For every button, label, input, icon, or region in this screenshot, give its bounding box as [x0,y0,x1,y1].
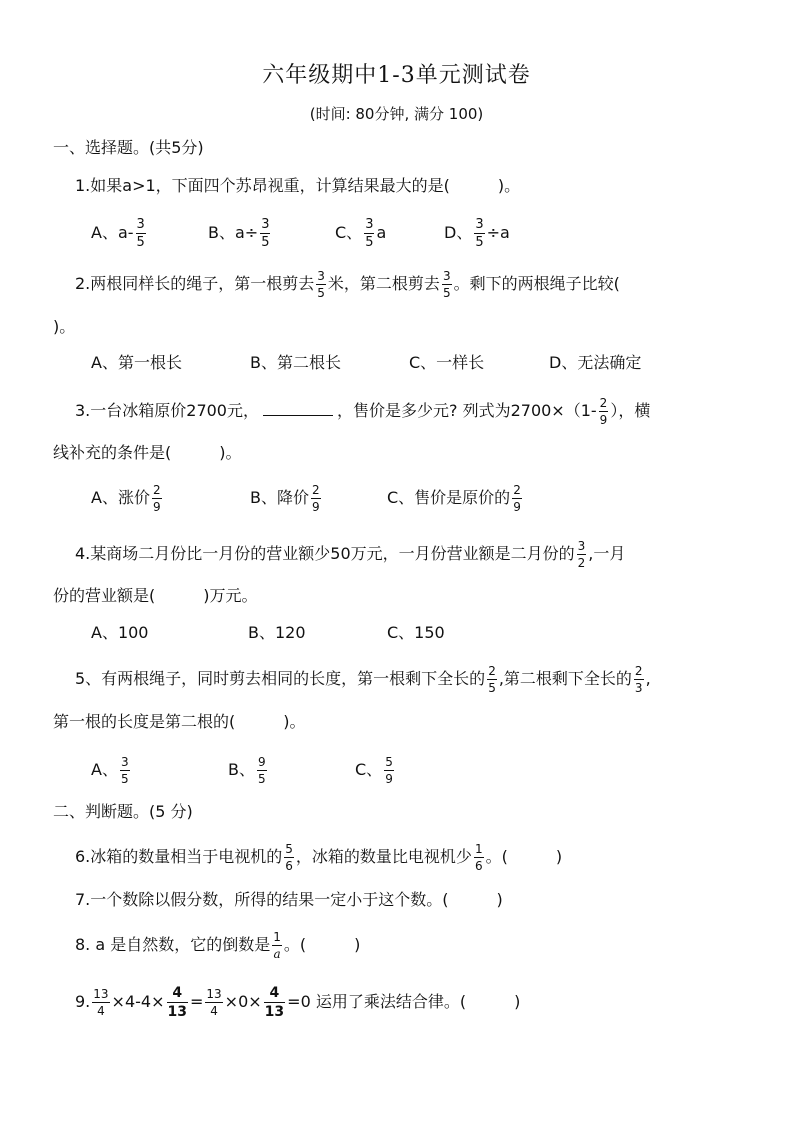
fraction [474,218,484,249]
question-9-text [75,986,520,1019]
numerator: 3 [442,269,451,283]
section-heading-choice: 一、选择题。(共5分) [53,138,204,157]
question-2-text-cont: )。 [53,317,76,336]
question-3-option-a[interactable] [91,484,164,513]
option-label: D、 [444,223,473,242]
numerator: 2 [513,483,521,497]
question-8-text [75,931,360,960]
question-4-option-a[interactable]: A、100 [91,623,149,642]
numerator: 3 [577,539,586,553]
numerator: 5 [385,755,393,769]
numerator: 2 [634,664,643,678]
option-suffix: ÷a [486,223,510,242]
page-subtitle: (时间: 80分钟, 满分 100) [309,105,484,123]
fraction [442,270,452,299]
denominator: 2 [577,556,586,570]
answer-blank[interactable] [263,401,333,416]
denominator: 6 [285,859,293,873]
fraction [512,484,522,513]
question-3-text-cont: 线补充的条件是( )。 [53,443,242,462]
numerator: 2 [152,483,161,497]
option-suffix: a [376,223,387,242]
fraction [136,218,146,249]
denominator: 5 [365,235,374,250]
question-4-option-c[interactable]: C、150 [387,623,445,642]
text-segment: ，售价是多少元? 列式为2700×（1- [337,401,597,420]
section-heading-judgment: 二、判断题。(5 分) [53,802,193,821]
text-segment: ,一月 [588,544,626,563]
option-label: C、 [355,760,383,779]
question-4-text [75,540,625,569]
numerator: 9 [257,755,266,769]
question-1-option-b[interactable] [208,218,272,249]
question-6-text [75,843,562,872]
question-3-option-b[interactable] [250,484,323,513]
fraction [577,540,587,569]
text-segment: ,第二根剩下全长的 [498,669,632,688]
numerator: 4 [167,986,188,1003]
question-5-text [75,665,651,694]
denominator: 6 [474,859,483,873]
question-1-option-c[interactable] [335,218,386,249]
text-segment: , [645,669,651,688]
text-segment: 米，第二根剪去 [327,274,440,293]
denominator: 13 [264,1004,285,1020]
option-label: B、 [228,760,255,779]
question-2-option-a[interactable]: A、第一根长 [91,353,182,372]
denominator: 3 [634,681,643,695]
fraction [634,665,644,694]
fraction [205,988,222,1017]
fraction [311,484,321,513]
fraction [92,988,109,1017]
fraction [167,986,188,1019]
fraction [257,756,267,785]
fraction [272,931,282,960]
question-5-option-b[interactable] [228,756,269,785]
option-label: A、 [91,760,118,779]
denominator: 9 [599,413,608,427]
numerator: 3 [317,269,325,283]
denominator: 5 [261,235,270,250]
question-1-text: 1.如果a>1，下面四个苏昂视重，计算结果最大的是( )。 [75,176,521,195]
fraction [120,756,130,785]
denominator: 5 [317,286,325,300]
question-3-option-c[interactable] [387,484,524,513]
fraction [284,843,294,872]
numerator: 3 [261,217,270,232]
text-segment: ，冰箱的数量比电视机少 [295,847,472,866]
option-label: B、降价 [250,488,309,507]
question-2-option-c[interactable]: C、一样长 [409,353,485,372]
text-segment: 3.一台冰箱原价2700元， [75,401,259,420]
fraction [364,218,374,249]
denominator: 5 [475,235,484,250]
text-segment: 。剩下的两根绳子比较( [453,274,620,293]
text-segment: 9. [75,992,91,1011]
denominator: a [273,947,281,961]
fraction [316,270,326,299]
text-segment: 4.某商场二月份比一月份的营业额少50万元，一月份营业额是二月份的 [75,544,575,563]
denominator: 5 [136,235,145,250]
denominator: 5 [488,681,496,695]
option-label: C、 [335,223,363,242]
question-2-option-b[interactable]: B、第二根长 [250,353,341,372]
denominator: 9 [385,772,393,786]
denominator: 4 [210,1004,218,1018]
question-3-text [75,397,650,426]
denominator: 4 [97,1004,105,1018]
numerator: 3 [475,217,484,232]
numerator: 3 [136,217,145,232]
fraction [474,843,484,872]
question-1-option-d[interactable] [444,218,510,249]
text-segment: ×4-4× [111,992,165,1011]
question-2-option-d[interactable]: D、无法确定 [549,353,642,372]
text-segment: =0 运用了乘法结合律。( ) [287,992,521,1011]
numerator: 3 [365,217,374,232]
text-segment: ），横 [610,401,651,420]
numerator: 5 [285,842,293,856]
denominator: 5 [257,772,266,786]
question-4-option-b[interactable]: B、120 [248,623,306,642]
fraction [599,397,609,426]
option-label: B、a÷ [208,223,259,242]
option-label: A、涨价 [91,488,150,507]
question-2-text [75,270,620,299]
denominator: 9 [513,500,521,514]
option-label: C、售价是原价的 [387,488,511,507]
question-4-text-cont: 份的营业额是( )万元。 [53,586,258,605]
numerator: 1 [273,930,281,944]
denominator: 5 [442,286,451,300]
question-7-text: 7.一个数除以假分数，所得的结果一定小于这个数。( ) [75,890,503,909]
denominator: 9 [152,500,161,514]
fraction [152,484,162,513]
fraction [487,665,497,694]
text-segment: 2.两根同样长的绳子，第一根剪去 [75,274,315,293]
denominator: 13 [167,1004,187,1020]
numerator: 2 [311,483,320,497]
text-segment: 。( ) [283,935,361,954]
fraction [264,986,285,1019]
numerator: 1 [474,842,483,856]
option-label: A、a- [91,223,134,242]
question-5-option-a[interactable] [91,756,132,785]
text-segment: 8. a 是自然数，它的倒数是 [75,935,271,954]
numerator: 2 [599,396,608,410]
text-segment: 。( ) [485,847,563,866]
question-5-text-cont: 第一根的长度是第二根的( )。 [53,712,306,731]
numerator: 3 [120,755,129,769]
denominator: 5 [120,772,129,786]
denominator: 9 [311,500,320,514]
numerator: 4 [264,986,285,1003]
text-segment: 6.冰箱的数量相当于电视机的 [75,847,283,866]
numerator: 13 [93,987,109,1001]
numerator: 2 [488,664,496,678]
page-title: 六年级期中1-3单元测试卷 [262,63,531,88]
fraction [384,756,394,785]
text-segment: 5、有两根绳子，同时剪去相同的长度，第一根剩下全长的 [75,669,486,688]
numerator: 13 [206,987,222,1001]
question-5-option-c[interactable] [355,756,396,785]
fraction [260,218,270,249]
text-segment: ×0× [224,992,262,1011]
question-1-option-a[interactable] [91,218,148,249]
text-segment: = [189,992,204,1011]
